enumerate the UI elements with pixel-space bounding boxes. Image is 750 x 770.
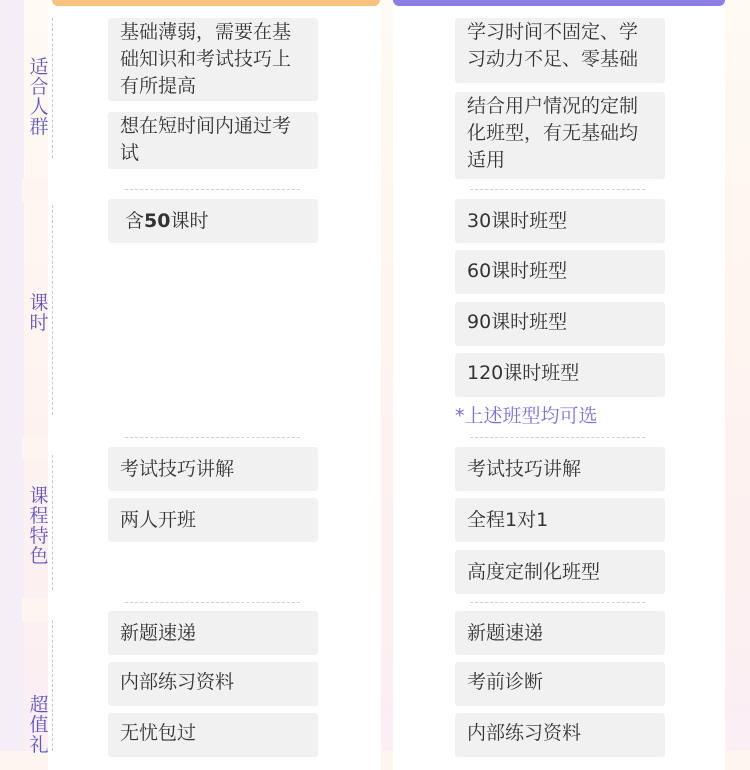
section-divider (125, 189, 300, 190)
section-rule (52, 455, 53, 590)
section-divider (470, 437, 645, 438)
left-audience-text: 想在短时间内通过考试 (120, 115, 292, 164)
left-hours-number: 50 (144, 210, 171, 232)
section-rule (52, 18, 53, 158)
section-label-hours: 课 时 (29, 292, 49, 334)
left-feature-text: 考试技巧讲解 (120, 458, 235, 480)
right-hours-text: 60课时班型 (467, 260, 568, 282)
left-audience-item (108, 112, 318, 169)
plan-column-left-header-bar (52, 0, 380, 6)
left-gift-text: 新题速递 (120, 622, 197, 644)
left-feature-item (108, 498, 318, 542)
right-audience-item (455, 92, 665, 179)
right-hours-item (455, 353, 665, 397)
right-audience-text: 结合用户情况的定制化班型，有无基础均适用 (467, 95, 639, 171)
left-hours-item (108, 199, 318, 243)
right-gift-item (455, 713, 665, 757)
section-divider (470, 602, 645, 603)
right-audience-item (455, 18, 665, 83)
right-feature-item (455, 447, 665, 491)
hours-note: *上述班型均可选 (455, 405, 598, 427)
left-gift-text: 内部练习资料 (120, 671, 235, 693)
right-gift-item (455, 611, 665, 655)
rail-strip (0, 0, 24, 751)
left-hours-suffix: 课时 (170, 210, 209, 232)
section-divider (470, 189, 645, 190)
right-feature-item (455, 498, 665, 542)
left-feature-item (108, 447, 318, 491)
left-hours-prefix: 含 (125, 210, 145, 232)
section-divider (125, 437, 300, 438)
right-feature-item (455, 550, 665, 594)
left-audience-item (108, 18, 318, 101)
left-audience-text: 基础薄弱，需要在基础知识和考试技巧上有所提高 (120, 21, 292, 97)
right-hours-text: 120课时班型 (467, 362, 580, 384)
right-feature-text: 高度定制化班型 (467, 561, 601, 583)
left-gift-item (108, 662, 318, 706)
left-gift-item (108, 713, 318, 757)
right-gift-text: 内部练习资料 (467, 722, 582, 744)
section-label-features: 课 程 特 色 (29, 485, 49, 567)
right-hours-text: 30课时班型 (467, 210, 568, 232)
right-hours-item (455, 302, 665, 346)
right-feature-text: 全程1对1 (467, 509, 549, 531)
left-gift-text: 无忧包过 (120, 722, 197, 744)
right-hours-text: 90课时班型 (467, 311, 568, 333)
section-divider (125, 602, 300, 603)
left-feature-text: 两人开班 (120, 509, 197, 531)
right-hours-item (455, 250, 665, 294)
section-rule (52, 205, 53, 415)
right-gift-item (455, 662, 665, 706)
right-audience-text: 学习时间不固定、学习动力不足、零基础 (467, 21, 639, 70)
right-hours-item (455, 199, 665, 243)
right-gift-text: 考前诊断 (467, 671, 544, 693)
section-label-audience: 适 合 人 群 (29, 56, 49, 138)
section-rule (52, 620, 53, 751)
section-label-gifts: 超 值 礼 (29, 694, 49, 756)
right-feature-text: 考试技巧讲解 (467, 458, 582, 480)
plan-column-right-header-bar (393, 0, 725, 6)
right-gift-text: 新题速递 (467, 622, 544, 644)
left-gift-item (108, 611, 318, 655)
